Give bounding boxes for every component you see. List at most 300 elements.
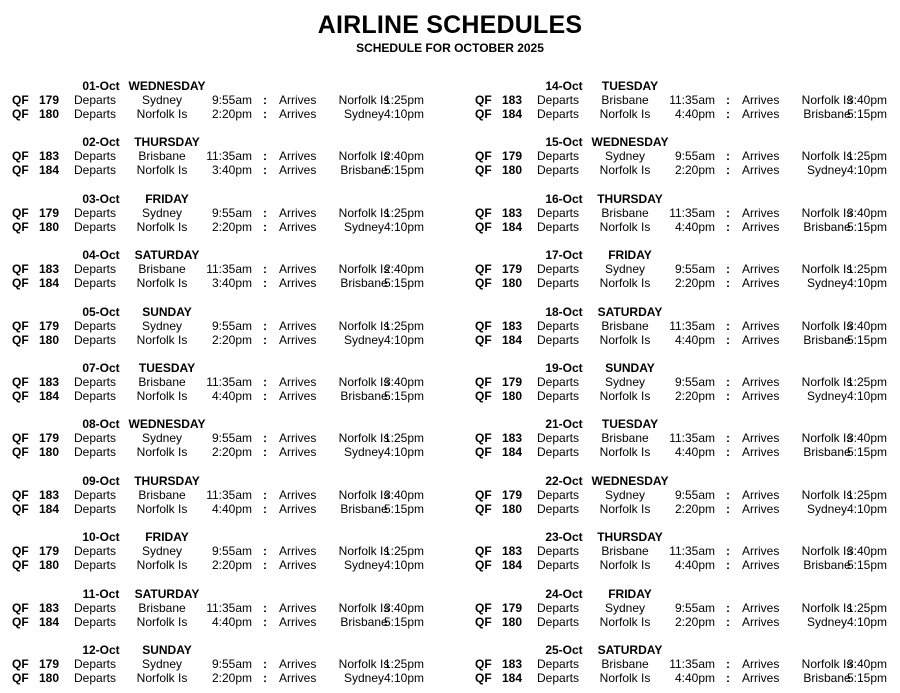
destination: Norfolk Is [801, 657, 853, 671]
day-weekday: FRIDAY [608, 248, 652, 263]
destination: Brisbane [803, 445, 851, 460]
arrival-time: 5:15pm [383, 163, 424, 178]
destination: Norfolk Is [801, 262, 853, 277]
separator: : [726, 149, 730, 164]
flight-number: 183 [502, 93, 523, 107]
origin: Brisbane [138, 487, 186, 502]
arrives-label: Arrives [742, 657, 780, 671]
destination: Norfolk Is [801, 600, 853, 615]
departs-label: Departs [537, 487, 580, 502]
destination: Norfolk Is [801, 149, 853, 164]
day-weekday: WEDNESDAY [591, 135, 669, 150]
separator: : [726, 389, 730, 403]
destination: Norfolk Is [801, 375, 853, 389]
flight-row [475, 319, 900, 333]
arrival-time: 5:15pm [846, 558, 887, 573]
airline-code: QF [12, 205, 29, 220]
airline-code: QF [12, 219, 29, 234]
destination: Sydney [806, 389, 848, 403]
departs-label: Departs [74, 332, 117, 347]
arrives-label: Arrives [279, 445, 317, 460]
departure-time: 2:20pm [674, 614, 715, 629]
departs-label: Departs [74, 205, 117, 220]
separator: : [263, 93, 267, 107]
arrives-label: Arrives [742, 389, 780, 403]
flight-number: 179 [39, 431, 60, 446]
destination: Brisbane [340, 163, 388, 178]
flight-number: 184 [39, 163, 60, 178]
flight-row [475, 544, 900, 558]
day-date: 14-Oct [545, 79, 583, 93]
destination: Norfolk Is [338, 93, 390, 107]
destination: Brisbane [803, 558, 851, 573]
flight-number: 184 [502, 558, 523, 573]
destination: Norfolk Is [801, 544, 853, 559]
day-block [475, 587, 900, 637]
arrival-time: 3:40pm [846, 318, 887, 333]
arrival-time: 4:10pm [846, 276, 887, 291]
day-weekday: THURSDAY [597, 191, 663, 206]
day-header [475, 530, 900, 544]
departure-time: 9:55am [211, 431, 252, 446]
separator: : [263, 671, 267, 685]
airline-code: QF [12, 318, 29, 333]
departure-time: 9:55am [674, 487, 715, 502]
arrives-label: Arrives [742, 431, 780, 446]
destination: Sydney [343, 445, 385, 460]
destination: Brisbane [803, 671, 851, 685]
origin: Sydney [141, 318, 183, 333]
departs-label: Departs [74, 163, 117, 178]
airline-code: QF [475, 431, 492, 446]
separator: : [726, 671, 730, 685]
flight-number: 179 [39, 657, 60, 671]
destination: Norfolk Is [338, 600, 390, 615]
airline-code: QF [12, 93, 29, 107]
arrives-label: Arrives [279, 657, 317, 671]
departure-time: 4:40pm [211, 614, 252, 629]
airline-code: QF [12, 600, 29, 615]
separator: : [726, 600, 730, 615]
departure-time: 2:20pm [211, 107, 252, 121]
arrives-label: Arrives [279, 205, 317, 220]
arrives-label: Arrives [279, 671, 317, 685]
airline-code: QF [12, 558, 29, 573]
arrival-time: 3:40pm [846, 431, 887, 446]
origin: Sydney [141, 205, 183, 220]
flight-number: 179 [502, 149, 523, 164]
separator: : [263, 318, 267, 333]
arrives-label: Arrives [279, 431, 317, 446]
day-date: 03-Oct [82, 191, 120, 206]
arrival-time: 4:10pm [383, 671, 424, 685]
departs-label: Departs [537, 262, 580, 277]
departure-time: 4:40pm [674, 558, 715, 573]
day-weekday: SATURDAY [597, 643, 663, 657]
flight-number: 184 [502, 332, 523, 347]
departure-time: 11:35am [669, 431, 715, 446]
airline-code: QF [475, 93, 492, 107]
day-block [475, 643, 900, 693]
separator: : [726, 544, 730, 559]
departure-time: 11:35am [206, 262, 252, 277]
airline-code: QF [475, 163, 492, 178]
flight-number: 183 [39, 487, 60, 502]
arrival-time: 5:15pm [383, 614, 424, 629]
departure-time: 3:40pm [211, 276, 252, 291]
day-date: 02-Oct [82, 135, 120, 150]
arrives-label: Arrives [279, 614, 317, 629]
flight-row [475, 163, 900, 177]
airline-code: QF [475, 107, 492, 121]
departs-label: Departs [74, 149, 117, 164]
arrival-time: 1:25pm [383, 544, 424, 559]
arrival-time: 1:25pm [846, 487, 887, 502]
page-subtitle: SCHEDULE FOR OCTOBER 2025 [356, 41, 544, 55]
arrives-label: Arrives [742, 671, 780, 685]
day-date: 05-Oct [82, 304, 120, 319]
origin: Norfolk Is [136, 332, 188, 347]
departs-label: Departs [537, 205, 580, 220]
origin: Norfolk Is [599, 558, 651, 573]
destination: Norfolk Is [801, 431, 853, 446]
flight-number: 183 [502, 657, 523, 671]
arrival-time: 1:25pm [846, 149, 887, 164]
departure-time: 2:20pm [674, 276, 715, 291]
arrival-time: 4:10pm [846, 501, 887, 516]
origin: Brisbane [138, 375, 186, 389]
airline-code: QF [475, 205, 492, 220]
departs-label: Departs [537, 332, 580, 347]
airline-code: QF [12, 445, 29, 460]
arrival-time: 1:25pm [383, 431, 424, 446]
destination: Norfolk Is [338, 375, 390, 389]
airline-code: QF [12, 544, 29, 559]
destination: Sydney [806, 501, 848, 516]
separator: : [263, 262, 267, 277]
destination: Brisbane [340, 614, 388, 629]
airline-code: QF [475, 389, 492, 403]
day-weekday: SUNDAY [605, 361, 655, 375]
flight-number: 183 [502, 431, 523, 446]
day-date: 23-Oct [545, 530, 583, 545]
separator: : [726, 487, 730, 502]
destination: Brisbane [340, 389, 388, 403]
separator: : [263, 487, 267, 502]
day-header [475, 361, 900, 375]
separator: : [726, 163, 730, 178]
departure-time: 9:55am [674, 149, 715, 164]
arrives-label: Arrives [279, 318, 317, 333]
day-date: 04-Oct [82, 248, 120, 263]
separator: : [726, 657, 730, 671]
departs-label: Departs [74, 671, 117, 685]
day-weekday: FRIDAY [608, 586, 652, 601]
departs-label: Departs [537, 93, 580, 107]
flight-row [475, 93, 900, 107]
departure-time: 9:55am [674, 600, 715, 615]
origin: Brisbane [601, 93, 649, 107]
airline-code: QF [475, 671, 492, 685]
departs-label: Departs [537, 163, 580, 178]
day-block [475, 530, 900, 580]
day-date: 16-Oct [545, 191, 583, 206]
destination: Sydney [806, 614, 848, 629]
departs-label: Departs [537, 375, 580, 389]
arrival-time: 5:15pm [383, 389, 424, 403]
arrival-time: 1:25pm [846, 262, 887, 277]
airline-code: QF [475, 332, 492, 347]
flight-number: 183 [39, 149, 60, 164]
origin: Norfolk Is [599, 332, 651, 347]
arrives-label: Arrives [279, 163, 317, 178]
flight-number: 180 [502, 614, 523, 629]
destination: Brisbane [803, 332, 851, 347]
airline-code: QF [475, 149, 492, 164]
separator: : [263, 431, 267, 446]
arrives-label: Arrives [279, 501, 317, 516]
flight-number: 180 [39, 558, 60, 573]
departure-time: 2:20pm [211, 219, 252, 234]
departs-label: Departs [74, 558, 117, 573]
arrival-time: 5:15pm [846, 332, 887, 347]
flight-number: 180 [39, 671, 60, 685]
day-header [475, 248, 900, 262]
arrives-label: Arrives [742, 205, 780, 220]
destination: Sydney [343, 671, 385, 685]
day-weekday: SATURDAY [134, 586, 200, 601]
day-date: 07-Oct [82, 361, 120, 375]
separator: : [263, 600, 267, 615]
destination: Sydney [343, 219, 385, 234]
airline-code: QF [475, 445, 492, 460]
arrival-time: 5:15pm [383, 501, 424, 516]
arrival-time: 3:40pm [846, 544, 887, 559]
airline-code: QF [12, 501, 29, 516]
day-block [475, 248, 900, 298]
flight-number: 184 [502, 107, 523, 121]
flight-number: 180 [502, 389, 523, 403]
flight-number: 183 [39, 600, 60, 615]
arrives-label: Arrives [279, 107, 317, 121]
departure-time: 2:20pm [211, 671, 252, 685]
separator: : [726, 332, 730, 347]
airline-code: QF [12, 262, 29, 277]
departure-time: 4:40pm [674, 671, 715, 685]
origin: Norfolk Is [599, 219, 651, 234]
departs-label: Departs [74, 262, 117, 277]
day-block [475, 417, 900, 467]
arrives-label: Arrives [742, 262, 780, 277]
flight-number: 180 [502, 163, 523, 178]
arrival-time: 4:10pm [846, 389, 887, 403]
separator: : [726, 375, 730, 389]
origin: Brisbane [601, 205, 649, 220]
flight-number: 184 [502, 671, 523, 685]
separator: : [263, 163, 267, 178]
origin: Norfolk Is [599, 445, 651, 460]
flight-row [475, 445, 900, 459]
flight-number: 184 [502, 445, 523, 460]
separator: : [263, 544, 267, 559]
destination: Norfolk Is [338, 262, 390, 277]
departs-label: Departs [537, 149, 580, 164]
flight-row [475, 206, 900, 220]
origin: Norfolk Is [136, 614, 188, 629]
day-date: 08-Oct [82, 417, 120, 432]
airline-code: QF [475, 600, 492, 615]
departure-time: 2:20pm [674, 163, 715, 178]
destination: Norfolk Is [801, 93, 853, 107]
day-weekday: FRIDAY [145, 191, 189, 206]
destination: Sydney [806, 163, 848, 178]
separator: : [263, 219, 267, 234]
airline-code: QF [12, 614, 29, 629]
origin: Sydney [604, 262, 646, 277]
flight-number: 179 [39, 205, 60, 220]
arrival-time: 3:40pm [846, 205, 887, 220]
origin: Brisbane [138, 600, 186, 615]
day-weekday: SUNDAY [142, 643, 192, 657]
departure-time: 11:35am [206, 375, 252, 389]
arrives-label: Arrives [742, 375, 780, 389]
day-date: 21-Oct [545, 417, 583, 432]
flight-number: 184 [39, 389, 60, 403]
arrives-label: Arrives [742, 558, 780, 573]
day-weekday: WEDNESDAY [591, 473, 669, 488]
arrival-time: 3:40pm [846, 93, 887, 107]
departs-label: Departs [74, 445, 117, 460]
flight-number: 184 [39, 276, 60, 291]
origin: Norfolk Is [136, 107, 188, 121]
separator: : [263, 332, 267, 347]
flight-number: 180 [39, 332, 60, 347]
separator: : [263, 205, 267, 220]
origin: Brisbane [138, 262, 186, 277]
day-weekday: SATURDAY [597, 304, 663, 319]
airline-code: QF [475, 558, 492, 573]
separator: : [263, 445, 267, 460]
arrives-label: Arrives [742, 544, 780, 559]
airline-code: QF [475, 657, 492, 671]
airline-code: QF [475, 375, 492, 389]
arrives-label: Arrives [742, 107, 780, 121]
day-block [475, 135, 900, 185]
departure-time: 3:40pm [211, 163, 252, 178]
departure-time: 2:20pm [674, 389, 715, 403]
arrives-label: Arrives [279, 149, 317, 164]
origin: Brisbane [601, 318, 649, 333]
airline-code: QF [475, 262, 492, 277]
departure-time: 11:35am [206, 600, 252, 615]
departure-time: 2:20pm [211, 558, 252, 573]
departs-label: Departs [537, 614, 580, 629]
arrives-label: Arrives [742, 276, 780, 291]
departs-label: Departs [537, 657, 580, 671]
airline-code: QF [12, 389, 29, 403]
arrives-label: Arrives [279, 600, 317, 615]
arrives-label: Arrives [742, 219, 780, 234]
arrival-time: 5:15pm [846, 671, 887, 685]
departs-label: Departs [537, 431, 580, 446]
origin: Norfolk Is [136, 501, 188, 516]
destination: Brisbane [803, 219, 851, 234]
origin: Sydney [141, 431, 183, 446]
departure-time: 11:35am [669, 205, 715, 220]
arrival-time: 1:25pm [846, 600, 887, 615]
origin: Sydney [604, 600, 646, 615]
origin: Brisbane [601, 544, 649, 559]
departs-label: Departs [74, 219, 117, 234]
day-date: 19-Oct [545, 361, 583, 375]
origin: Norfolk Is [599, 389, 651, 403]
departs-label: Departs [74, 501, 117, 516]
separator: : [263, 375, 267, 389]
day-weekday: TUESDAY [138, 361, 196, 375]
arrival-time: 1:25pm [383, 318, 424, 333]
arrival-time: 3:40pm [383, 600, 424, 615]
airline-code: QF [12, 375, 29, 389]
departs-label: Departs [74, 375, 117, 389]
origin: Norfolk Is [136, 445, 188, 460]
departs-label: Departs [74, 487, 117, 502]
separator: : [726, 318, 730, 333]
airline-code: QF [12, 149, 29, 164]
arrival-time: 1:25pm [846, 375, 887, 389]
departure-time: 4:40pm [211, 501, 252, 516]
separator: : [726, 614, 730, 629]
departure-time: 4:40pm [674, 219, 715, 234]
departs-label: Departs [537, 501, 580, 516]
separator: : [726, 431, 730, 446]
flight-number: 184 [39, 614, 60, 629]
flight-row [475, 488, 900, 502]
origin: Norfolk Is [136, 671, 188, 685]
day-weekday: SATURDAY [134, 248, 200, 263]
arrival-time: 1:25pm [383, 93, 424, 107]
departure-time: 11:35am [669, 544, 715, 559]
flight-number: 184 [502, 219, 523, 234]
destination: Norfolk Is [338, 318, 390, 333]
arrival-time: 2:40pm [383, 149, 424, 164]
origin: Brisbane [601, 657, 649, 671]
flight-row [475, 333, 900, 347]
departure-time: 11:35am [206, 149, 252, 164]
flight-number: 179 [502, 375, 523, 389]
destination: Sydney [806, 276, 848, 291]
airline-code: QF [12, 431, 29, 446]
departure-time: 11:35am [669, 93, 715, 107]
arrives-label: Arrives [279, 219, 317, 234]
airline-code: QF [12, 671, 29, 685]
arrival-time: 4:10pm [383, 332, 424, 347]
departure-time: 2:20pm [674, 501, 715, 516]
airline-code: QF [475, 487, 492, 502]
arrival-time: 3:40pm [846, 657, 887, 671]
origin: Norfolk Is [599, 107, 651, 121]
departs-label: Departs [74, 600, 117, 615]
separator: : [263, 614, 267, 629]
day-weekday: THURSDAY [134, 473, 200, 488]
day-block [475, 305, 900, 355]
arrives-label: Arrives [279, 93, 317, 107]
departs-label: Departs [537, 107, 580, 121]
flight-row [475, 558, 900, 572]
flight-row [475, 502, 900, 516]
airline-code: QF [12, 107, 29, 121]
flight-number: 179 [502, 487, 523, 502]
departure-time: 2:20pm [211, 445, 252, 460]
